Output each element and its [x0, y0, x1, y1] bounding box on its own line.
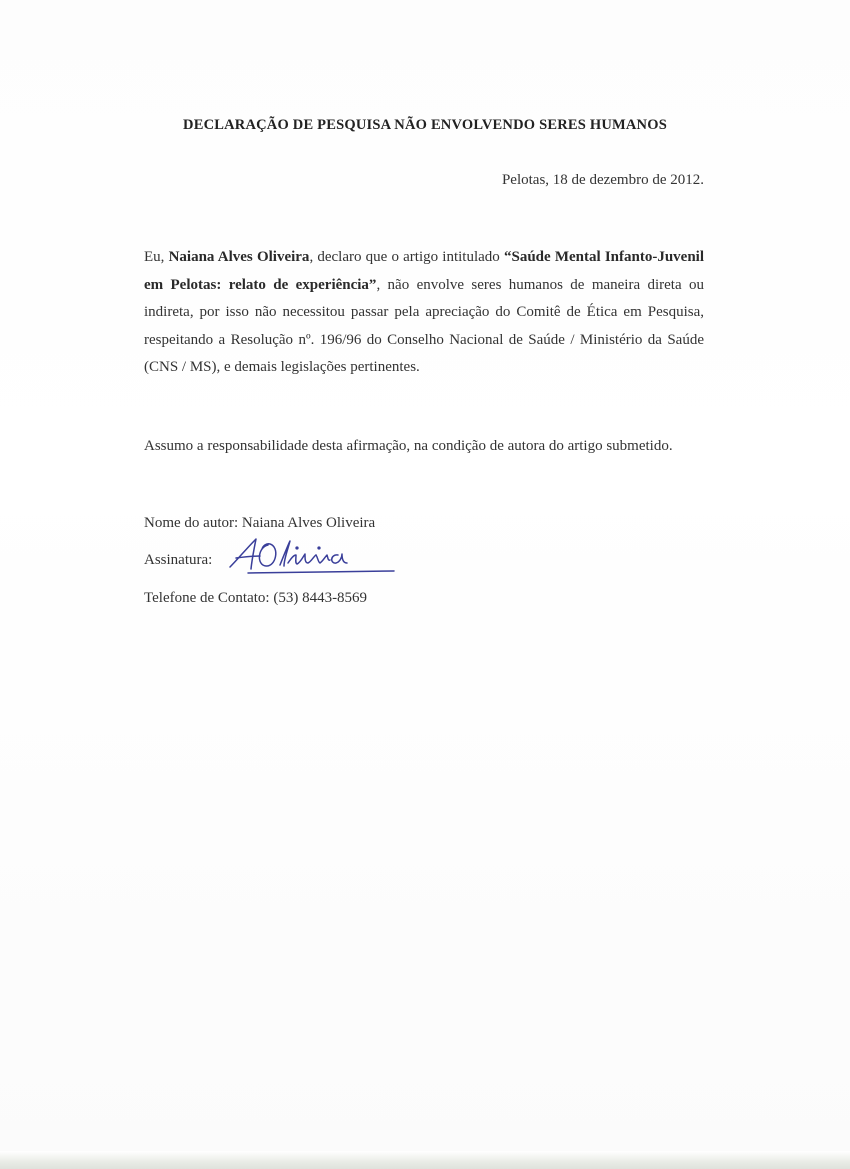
author-name: Naiana Alves Oliveira [168, 249, 310, 265]
declaration-text-2: , não envolve seres humanos de maneira direta ou indireta, por isso não necessitou passar pela apreciação do Comitê de Ética em Pesquisa, respeitando a Resolução nº. 196/96 do Conselho Nacional de Saúde / Ministério da Saúde (CNS / MS), e demais legislações pertinentes. [144, 276, 704, 375]
scanner-bottom-edge [0, 1151, 850, 1169]
handwritten-signature [226, 533, 401, 579]
declaration-intro: Eu, [144, 249, 169, 265]
article-title: “Saúde Mental Infanto-Juvenil em Pelotas: relato de experiência” [144, 249, 705, 293]
declaration-paragraph [144, 244, 704, 382]
author-field: Nome do autor: Naiana Alves Oliveira [144, 515, 376, 531]
date-line: Pelotas, 18 de dezembro de 2012. [501, 172, 704, 188]
declaration-text-1: , declaro que o artigo intitulado [309, 249, 504, 265]
document-title: DECLARAÇÃO DE PESQUISA NÃO ENVOLVENDO SERES HUMANOS [183, 117, 667, 133]
responsibility-statement: Assumo a responsabilidade desta afirmação, na condição de autora do artigo submetido. [144, 438, 673, 454]
phone-field: Telefone de Contato: (53) 8443-8569 [144, 590, 368, 606]
signature-label: Assinatura: [144, 552, 213, 568]
